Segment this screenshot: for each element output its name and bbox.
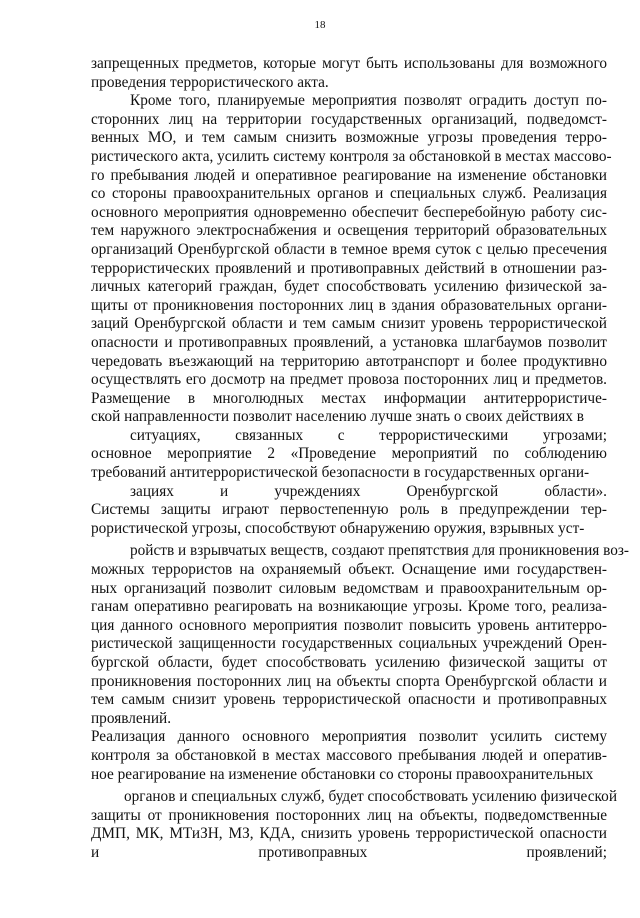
text-line — [91, 900, 607, 918]
text-line: основного мероприятия одновременно обеспечит бесперебойную работу сис- — [91, 203, 607, 221]
text-line: террористических проявлений и противоправных действий в отношении раз- — [91, 259, 607, 277]
text-line: чередовать въезжающий на территорию автотранспорт и более продуктивно — [91, 352, 607, 370]
text-line: Реализация данного основного мероприятия позволит усилить систему — [91, 728, 607, 746]
text-line — [91, 881, 607, 900]
text-line: ных организаций позволит силовым ведомствам и правоохранительным ор- — [91, 579, 607, 597]
page-number: 18 — [314, 19, 326, 31]
text-line: Системы защиты играют первостепенную роль в предупреждении тер- — [91, 501, 607, 519]
text-line: бургской области, будет способствовать усилению физической защиты от — [91, 654, 607, 671]
text-line: организаций Оренбургской области в темное время суток с целью пресечения — [91, 240, 607, 258]
text-line: проявлений. — [91, 709, 172, 727]
text-line: Размещение в многолюдных местах информации антитеррористиче- — [91, 389, 607, 407]
text-line — [91, 863, 607, 882]
text-line: тем наружного электроснабжения и освещения территорий образовательных — [91, 222, 607, 240]
text-line: ситуациях, связанных с террористическими угрозами; — [130, 426, 607, 444]
text-line: запрещенных предметов, которые могут быть использованы для возможного — [91, 55, 607, 72]
text-line: можных террористов на охраняемый объект. Оснащение ими государствен- — [91, 561, 607, 579]
text-line: проникновения посторонних лиц на объекты спорта Оренбургской области и — [91, 672, 607, 690]
text-line: зациях и учреждениях Оренбургской области». — [130, 482, 607, 500]
text-line: ристической защищенности государственных социальных учреждений Орен- — [91, 635, 607, 653]
text-line: ция данного основного мероприятия позволит повысить уровень антитерро- — [91, 616, 607, 634]
text-line: тем самым снизит уровень террористической опасности и противоправных — [91, 691, 607, 709]
text-line: органов и специальных служб, будет способствовать усилению физической — [124, 788, 618, 806]
text-line: осуществлять его досмотр на предмет провоза посторонних лиц и предметов. — [91, 371, 607, 389]
text-line: личных категорий граждан, будет способствовать усилению физической за- — [91, 278, 607, 296]
text-line: проведения террористического акта. — [91, 73, 329, 91]
text-line: ройств и взрывчатых веществ, создают препятствия для проникновения воз- — [130, 542, 630, 560]
text-line: Кроме того, планируемые мероприятия позволят оградить доступ по- — [130, 92, 607, 110]
document-body — [91, 55, 630, 918]
text-line: защиты от проникновения посторонних лиц на объекты, подведомственные — [91, 806, 607, 824]
text-line: венных МО, и тем самым снизить возможные угрозы проведения терро- — [91, 129, 607, 147]
text-line: опасности и противоправных проявлений, а установка шлагбаумов позволит — [91, 333, 607, 351]
text-line: ристического акта, усилить систему контроля за обстановкой в местах массово- — [91, 147, 612, 165]
text-line: требований антитеррористической безопасности в государственных органи- — [91, 464, 590, 482]
text-line: ное реагирование на изменение обстановки со стороны правоохранительных — [91, 765, 594, 783]
text-line: ДМП, МК, МТиЗН, МЗ, КДА, снизить уровень террористической опасности — [91, 825, 607, 843]
text-line: основное мероприятие 2 «Проведение мероприятий по соблюдению — [91, 445, 607, 463]
text-line: го пребывания людей и оперативное реагирование на изменение обстановки — [91, 166, 607, 184]
text-line: рористической угрозы, способствуют обнаружению оружия, взрывных уст- — [91, 519, 585, 537]
text-line: ской направленности позволит населению лучше знать о своих действиях в — [91, 408, 584, 426]
text-line: ганам оперативно реагировать на возникающие угрозы. Кроме того, реализа- — [91, 598, 607, 616]
text-line: щиты от проникновения посторонних лиц в здания образовательных органи- — [91, 296, 607, 314]
text-line: сторонних лиц на территории государственных организаций, подведомст- — [91, 110, 607, 128]
text-line: и противоправных проявлений; — [91, 843, 607, 861]
text-line: со стороны правоохранительных органов и специальных служб. Реализация — [91, 185, 607, 203]
text-line: заций Оренбургской области и тем самым снизит уровень террористической — [91, 315, 607, 333]
text-line: контроля за обстановкой в местах массового пребывания людей и оператив- — [91, 746, 607, 764]
